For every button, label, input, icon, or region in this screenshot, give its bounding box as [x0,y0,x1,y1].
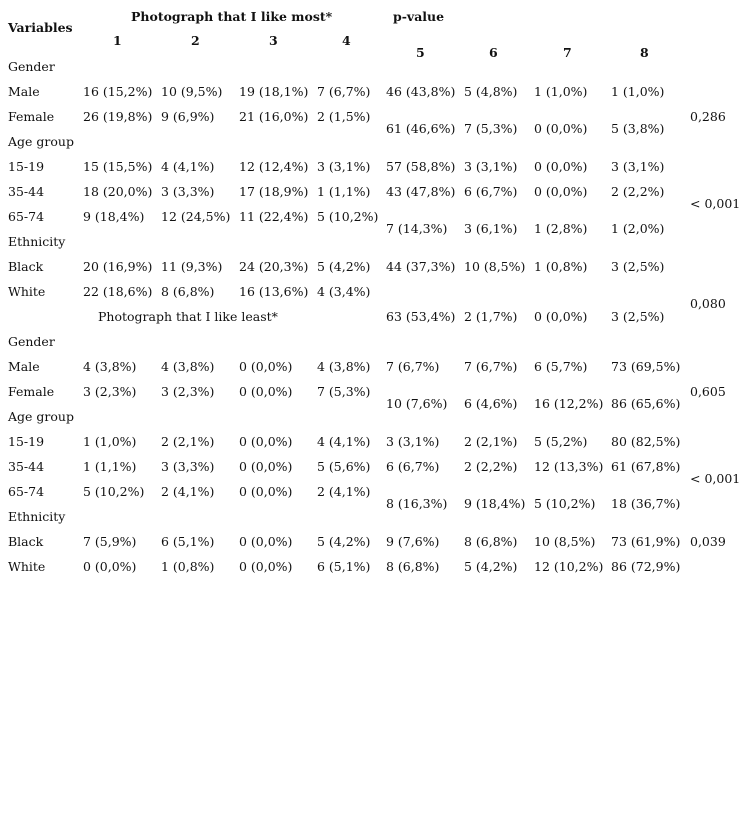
least-cell: 8 (6,8%) [464,534,518,549]
header-pvalue: p-value [393,9,445,24]
most-row-label: 15-19 [8,159,45,174]
pvalue-least: 0,605 [690,384,726,399]
least-row-label: Gender [8,334,55,349]
least-cell: 0 (0,0%) [83,559,137,574]
least-row-label: 65-74 [8,484,45,499]
most-row-label: Black [8,259,44,274]
least-cell: 8 (16,3%) [386,496,448,511]
header-variables: Variables [8,20,73,35]
most-cell: 3 (6,1%) [464,221,518,236]
most-cell: 18 (20,0%) [83,184,153,199]
most-cell: 9 (6,9%) [161,109,215,124]
most-cell: 12 (12,4%) [239,159,309,174]
least-cell: 3 (3,3%) [161,459,215,474]
least-cell: 12 (10,2%) [534,559,604,574]
header-col-6: 6 [489,45,498,60]
most-cell: 8 (6,8%) [161,284,215,299]
most-cell: 7 (5,3%) [464,121,518,136]
most-cell: 2 (1,7%) [464,309,518,324]
least-cell: 0 (0,0%) [239,434,293,449]
most-cell: 7 (14,3%) [386,221,448,236]
most-cell: 24 (20,3%) [239,259,309,274]
most-cell: 9 (18,4%) [83,209,145,224]
least-cell: 4 (3,8%) [83,359,137,374]
least-cell: 2 (2,1%) [161,434,215,449]
pvalue-least: 0,039 [690,534,726,549]
least-cell: 86 (65,6%) [611,396,681,411]
most-cell: 20 (16,9%) [83,259,153,274]
least-cell: 7 (6,7%) [386,359,440,374]
least-row-label: Black [8,534,44,549]
most-cell: 10 (9,5%) [161,84,223,99]
header-col-5: 5 [416,45,425,60]
pvalue-most: 0,080 [690,296,726,311]
least-cell: 6 (4,6%) [464,396,518,411]
least-row-label: Female [8,384,55,399]
most-cell: 4 (3,4%) [317,284,371,299]
least-cell: 1 (0,8%) [161,559,215,574]
least-cell: 18 (36,7%) [611,496,681,511]
most-row-label: Male [8,84,40,99]
most-cell: 16 (13,6%) [239,284,309,299]
least-cell: 86 (72,9%) [611,559,681,574]
most-cell: 21 (16,0%) [239,109,309,124]
least-cell: 3 (2,3%) [83,384,137,399]
least-cell: 1 (1,0%) [83,434,137,449]
most-cell: 1 (2,8%) [534,221,588,236]
least-cell: 8 (6,8%) [386,559,440,574]
least-cell: 7 (5,9%) [83,534,137,549]
most-cell: 15 (15,5%) [83,159,153,174]
least-cell: 1 (1,1%) [83,459,137,474]
least-cell: 4 (3,8%) [317,359,371,374]
most-cell: 16 (15,2%) [83,84,153,99]
least-cell: 73 (69,5%) [611,359,681,374]
most-cell: 3 (3,1%) [464,159,518,174]
most-cell: 1 (0,8%) [534,259,588,274]
most-cell: 11 (22,4%) [239,209,309,224]
least-cell: 12 (13,3%) [534,459,604,474]
most-cell: 57 (58,8%) [386,159,456,174]
least-cell: 4 (3,8%) [161,359,215,374]
most-cell: 44 (37,3%) [386,259,456,274]
header-col-8: 8 [640,45,649,60]
most-cell: 3 (2,5%) [611,259,665,274]
most-cell: 4 (4,1%) [161,159,215,174]
least-cell: 0 (0,0%) [239,559,293,574]
least-cell: 10 (7,6%) [386,396,448,411]
least-cell: 0 (0,0%) [239,359,293,374]
most-cell: 0 (0,0%) [534,121,588,136]
least-cell: 2 (4,1%) [317,484,371,499]
most-cell: 6 (6,7%) [464,184,518,199]
least-cell: 9 (18,4%) [464,496,526,511]
least-cell: 16 (12,2%) [534,396,604,411]
most-cell: 2 (1,5%) [317,109,371,124]
most-cell: 63 (53,4%) [386,309,456,324]
most-cell: 5 (3,8%) [611,121,665,136]
most-cell: 61 (46,6%) [386,121,456,136]
most-cell: 0 (0,0%) [534,184,588,199]
least-row-label: Age group [8,409,74,424]
least-row-label: Male [8,359,40,374]
most-cell: 1 (2,0%) [611,221,665,236]
least-cell: 5 (10,2%) [83,484,145,499]
least-cell: 0 (0,0%) [239,484,293,499]
most-cell: 3 (3,3%) [161,184,215,199]
most-cell: 5 (4,8%) [464,84,518,99]
most-row-label: Ethnicity [8,234,66,249]
header-most-title: Photograph that I like most* [131,9,333,24]
least-title: Photograph that I like least* [98,309,278,324]
pvalue-most: < 0,001 [690,196,741,211]
most-cell: 26 (19,8%) [83,109,153,124]
least-row-label: Ethnicity [8,509,66,524]
least-cell: 9 (7,6%) [386,534,440,549]
least-cell: 5 (4,2%) [317,534,371,549]
least-cell: 5 (5,2%) [534,434,588,449]
most-row-label: Female [8,109,55,124]
most-cell: 19 (18,1%) [239,84,309,99]
most-cell: 3 (2,5%) [611,309,665,324]
least-cell: 0 (0,0%) [239,384,293,399]
least-cell: 3 (3,1%) [386,434,440,449]
pvalue-most: 0,286 [690,109,726,124]
most-cell: 43 (47,8%) [386,184,456,199]
least-cell: 6 (6,7%) [386,459,440,474]
least-cell: 7 (6,7%) [464,359,518,374]
header-col-1: 1 [113,33,122,48]
least-cell: 0 (0,0%) [239,534,293,549]
least-cell: 2 (2,2%) [464,459,518,474]
most-row-label: Gender [8,59,55,74]
most-cell: 3 (3,1%) [317,159,371,174]
least-cell: 2 (2,1%) [464,434,518,449]
least-cell: 6 (5,1%) [317,559,371,574]
least-cell: 2 (4,1%) [161,484,215,499]
least-row-label: White [8,559,46,574]
least-cell: 5 (4,2%) [464,559,518,574]
least-cell: 0 (0,0%) [239,459,293,474]
least-cell: 6 (5,1%) [161,534,215,549]
least-cell: 73 (61,9%) [611,534,681,549]
most-row-label: Age group [8,134,74,149]
least-row-label: 15-19 [8,434,45,449]
header-col-2: 2 [191,33,200,48]
most-cell: 5 (4,2%) [317,259,371,274]
most-cell: 3 (3,1%) [611,159,665,174]
most-row-label: White [8,284,46,299]
least-cell: 10 (8,5%) [534,534,596,549]
most-cell: 46 (43,8%) [386,84,456,99]
least-cell: 80 (82,5%) [611,434,681,449]
most-row-label: 65-74 [8,209,45,224]
pvalue-least: < 0,001 [690,471,741,486]
least-cell: 5 (10,2%) [534,496,596,511]
least-cell: 3 (2,3%) [161,384,215,399]
header-col-3: 3 [269,33,278,48]
most-cell: 2 (2,2%) [611,184,665,199]
least-cell: 7 (5,3%) [317,384,371,399]
header-col-4: 4 [342,33,351,48]
header-col-7: 7 [563,45,572,60]
most-cell: 11 (9,3%) [161,259,223,274]
most-cell: 0 (0,0%) [534,309,588,324]
most-cell: 12 (24,5%) [161,209,231,224]
most-row-label: 35-44 [8,184,45,199]
most-cell: 10 (8,5%) [464,259,526,274]
most-cell: 1 (1,0%) [534,84,588,99]
least-row-label: 35-44 [8,459,45,474]
most-cell: 17 (18,9%) [239,184,309,199]
least-cell: 61 (67,8%) [611,459,681,474]
most-cell: 0 (0,0%) [534,159,588,174]
most-cell: 22 (18,6%) [83,284,153,299]
least-cell: 4 (4,1%) [317,434,371,449]
most-cell: 7 (6,7%) [317,84,371,99]
least-cell: 6 (5,7%) [534,359,588,374]
most-cell: 5 (10,2%) [317,209,379,224]
most-cell: 1 (1,1%) [317,184,371,199]
least-cell: 5 (5,6%) [317,459,371,474]
most-cell: 1 (1,0%) [611,84,665,99]
